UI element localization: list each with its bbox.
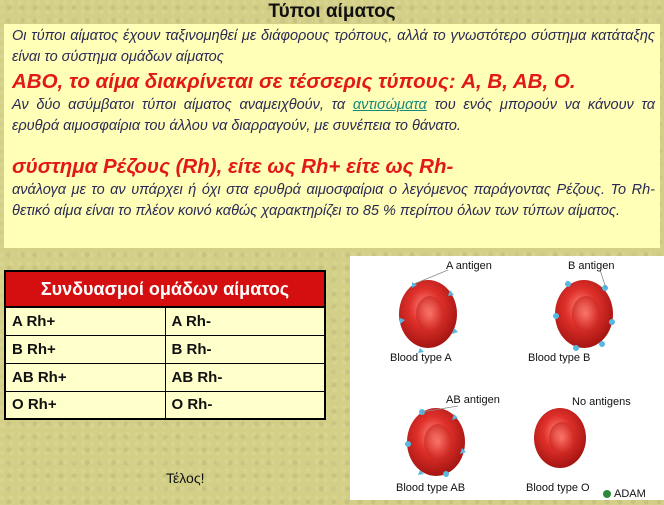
b-antigen-label: B antigen <box>568 260 615 272</box>
table-row <box>5 335 325 363</box>
table-cell: O Rh- <box>165 391 325 419</box>
adam-logo-text: ADAM <box>614 488 646 500</box>
info-panel <box>4 24 660 248</box>
blood-type-ab-label: Blood type AB <box>396 482 466 494</box>
a-antigen-label: A antigen <box>446 260 492 272</box>
table-cell: A Rh- <box>165 307 325 335</box>
table-cell: B Rh- <box>165 335 325 363</box>
adam-logo-icon <box>603 490 611 498</box>
cell-type-a <box>399 270 458 353</box>
blood-type-b-label: Blood type B <box>528 352 591 364</box>
table-row <box>5 391 325 419</box>
no-antigens-label: No antigens <box>572 396 631 408</box>
table-header: Συνδυασμοί ομάδων αίματος <box>5 271 325 307</box>
abo-text-after: του ενός μπορούν να κάνουν τα ερυθρά αιμοσφαίρια του άλλου να διαρραγούν, με συνέπεια το θάνατο. <box>12 97 655 134</box>
table-cell: AB Rh- <box>165 363 325 391</box>
table-cell: A Rh+ <box>5 307 165 335</box>
rh-text: ανάλογα με το αν υπάρχει ή όχι στα ερυθρά αιμοσφαίρια ο λεγόμενος παράγοντας Ρέζους. Το Rh-θετικό αίμα είναι το πλέον κοινό καθώς χαρακτηρίζει το 85 % περίπου όλων των τύπων αίματος. <box>12 182 655 219</box>
table-row <box>5 363 325 391</box>
table-cell: O Rh+ <box>5 391 165 419</box>
table-row <box>5 307 325 335</box>
cell-type-b <box>553 270 615 351</box>
blood-type-o-label: Blood type O <box>526 482 590 494</box>
antibodies-link[interactable]: αντισώματα <box>352 97 427 113</box>
abo-heading: ABO, το αίμα διακρίνεται σε τέσσερις τύπους: A, B, AB, O. <box>12 70 576 93</box>
abo-text <box>12 95 655 137</box>
intro-text: Οι τύποι αίματος έχουν ταξινομηθεί με διάφορους τρόπους, αλλά το γνωστότερο σύστημα κατάταξης είναι το σύστημα ομάδων αίματος <box>12 28 655 65</box>
red-cells-svg <box>350 256 664 500</box>
table-cell: B Rh+ <box>5 335 165 363</box>
blood-combinations-table <box>4 270 326 420</box>
blood-type-illustration <box>350 256 664 500</box>
rh-heading: σύστημα Ρέζους (Rh), είτε ως Rh+ είτε ως Rh- <box>12 155 454 178</box>
ab-antigen-label: AB antigen <box>446 394 500 406</box>
abo-text-before: Αν δύο ασύμβατοι τύποι αίματος αναμειχθούν, τα <box>12 97 353 113</box>
page-title: Τύποι αίματος <box>268 1 396 22</box>
cell-type-ab <box>405 406 466 477</box>
blood-type-a-label: Blood type A <box>390 352 452 364</box>
cell-type-o <box>534 408 586 468</box>
table-cell: AB Rh+ <box>5 363 165 391</box>
end-link[interactable]: Τέλος! <box>166 470 205 486</box>
